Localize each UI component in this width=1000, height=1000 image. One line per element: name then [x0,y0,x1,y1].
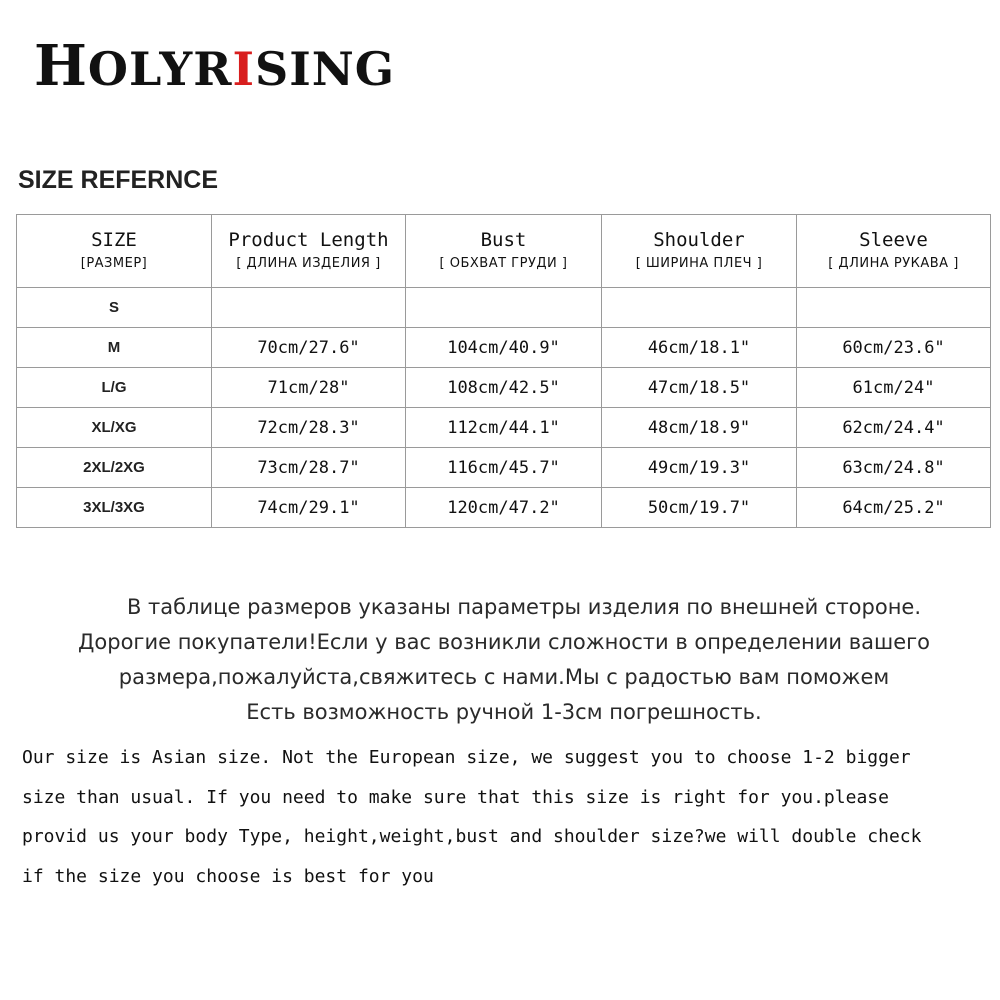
brand-logo-part-olyr: OLYR [87,42,233,96]
russian-note-line: размера,пожалуйста,свяжитесь с нами.Мы с радостью вам поможем [118,665,890,689]
length-cell: 74cm/29.1" [212,488,406,528]
shoulder-cell: 46cm/18.1" [602,328,797,368]
sleeve-cell: 62cm/24.4" [797,408,991,448]
length-cell: 73cm/28.7" [212,448,406,488]
size-cell: 2XL/2XG [17,448,212,488]
shoulder-cell: 48cm/18.9" [602,408,797,448]
shoulder-cell: 47cm/18.5" [602,368,797,408]
length-cell: 70cm/27.6" [212,328,406,368]
shoulder-cell: 49cm/19.3" [602,448,797,488]
sleeve-cell: 64cm/25.2" [797,488,991,528]
size-cell: M [17,328,212,368]
russian-note-line: В таблице размеров указаны параметры изделия по внешней стороне. [126,595,922,619]
size-cell: L/G [17,368,212,408]
size-table [16,214,991,528]
bust-cell [406,288,602,328]
header-size [17,215,212,288]
table-row [17,488,991,528]
header-shoulder-label-ru: [ ШИРИНА ПЛЕЧ ] [635,256,763,271]
table-row [17,288,991,328]
header-sleeve-label-ru: [ ДЛИНА РУКАВА ] [828,256,959,271]
table-row [17,328,991,368]
header-bust-label: Bust [480,229,527,251]
length-cell: 72cm/28.3" [212,408,406,448]
shoulder-cell: 50cm/19.7" [602,488,797,528]
table-row [17,448,991,488]
bust-cell: 120cm/47.2" [406,488,602,528]
header-size-label-ru: [РАЗМЕР] [80,256,148,271]
header-product-length-label: Product Length [228,229,389,251]
table-row [17,408,991,448]
size-cell: S [17,288,212,328]
english-notes [22,738,992,896]
length-cell: 71cm/28" [212,368,406,408]
header-bust-label-ru: [ ОБХВАТ ГРУДИ ] [439,256,568,271]
length-cell [212,288,406,328]
brand-logo-letter-h: H [34,33,88,99]
russian-notes [18,590,990,730]
header-product-length [212,215,406,288]
header-bust [406,215,602,288]
english-note-line: Our size is Asian size. Not the European size, we suggest you to choose 1-2 bigger [22,747,911,768]
header-size-label: SIZE [91,229,137,251]
sleeve-cell: 61cm/24" [797,368,991,408]
header-shoulder [602,215,797,288]
russian-note-line: Дорогие покупатели!Если у вас возникли сложности в определении вашего [77,630,930,654]
shoulder-cell [602,288,797,328]
sleeve-cell: 63cm/24.8" [797,448,991,488]
header-product-length-label-ru: [ ДЛИНА ИЗДЕЛИЯ ] [236,256,381,271]
brand-logo-part-sing: SING [255,42,396,96]
size-cell: XL/XG [17,408,212,448]
sleeve-cell [797,288,991,328]
brand-logo [34,33,396,99]
header-sleeve [797,215,991,288]
bust-cell: 112cm/44.1" [406,408,602,448]
brand-logo-accent-letter: I [232,42,255,96]
size-cell: 3XL/3XG [17,488,212,528]
header-shoulder-label: Shoulder [653,229,745,251]
bust-cell: 108cm/42.5" [406,368,602,408]
russian-note-line: Есть возможность ручной 1-3см погрешность. [246,700,762,724]
english-note-line: provid us your body Type, height,weight,bust and shoulder size?we will double check [22,826,922,847]
table-header-row [17,215,991,288]
english-note-line: if the size you choose is best for you [22,865,434,887]
table-row [17,368,991,408]
header-sleeve-label: Sleeve [859,229,928,251]
english-note-line: size than usual. If you need to make sure that this size is right for you.please [22,786,889,808]
section-title: SIZE REFERNCE [18,166,219,194]
sleeve-cell: 60cm/23.6" [797,328,991,368]
bust-cell: 104cm/40.9" [406,328,602,368]
bust-cell: 116cm/45.7" [406,448,602,488]
